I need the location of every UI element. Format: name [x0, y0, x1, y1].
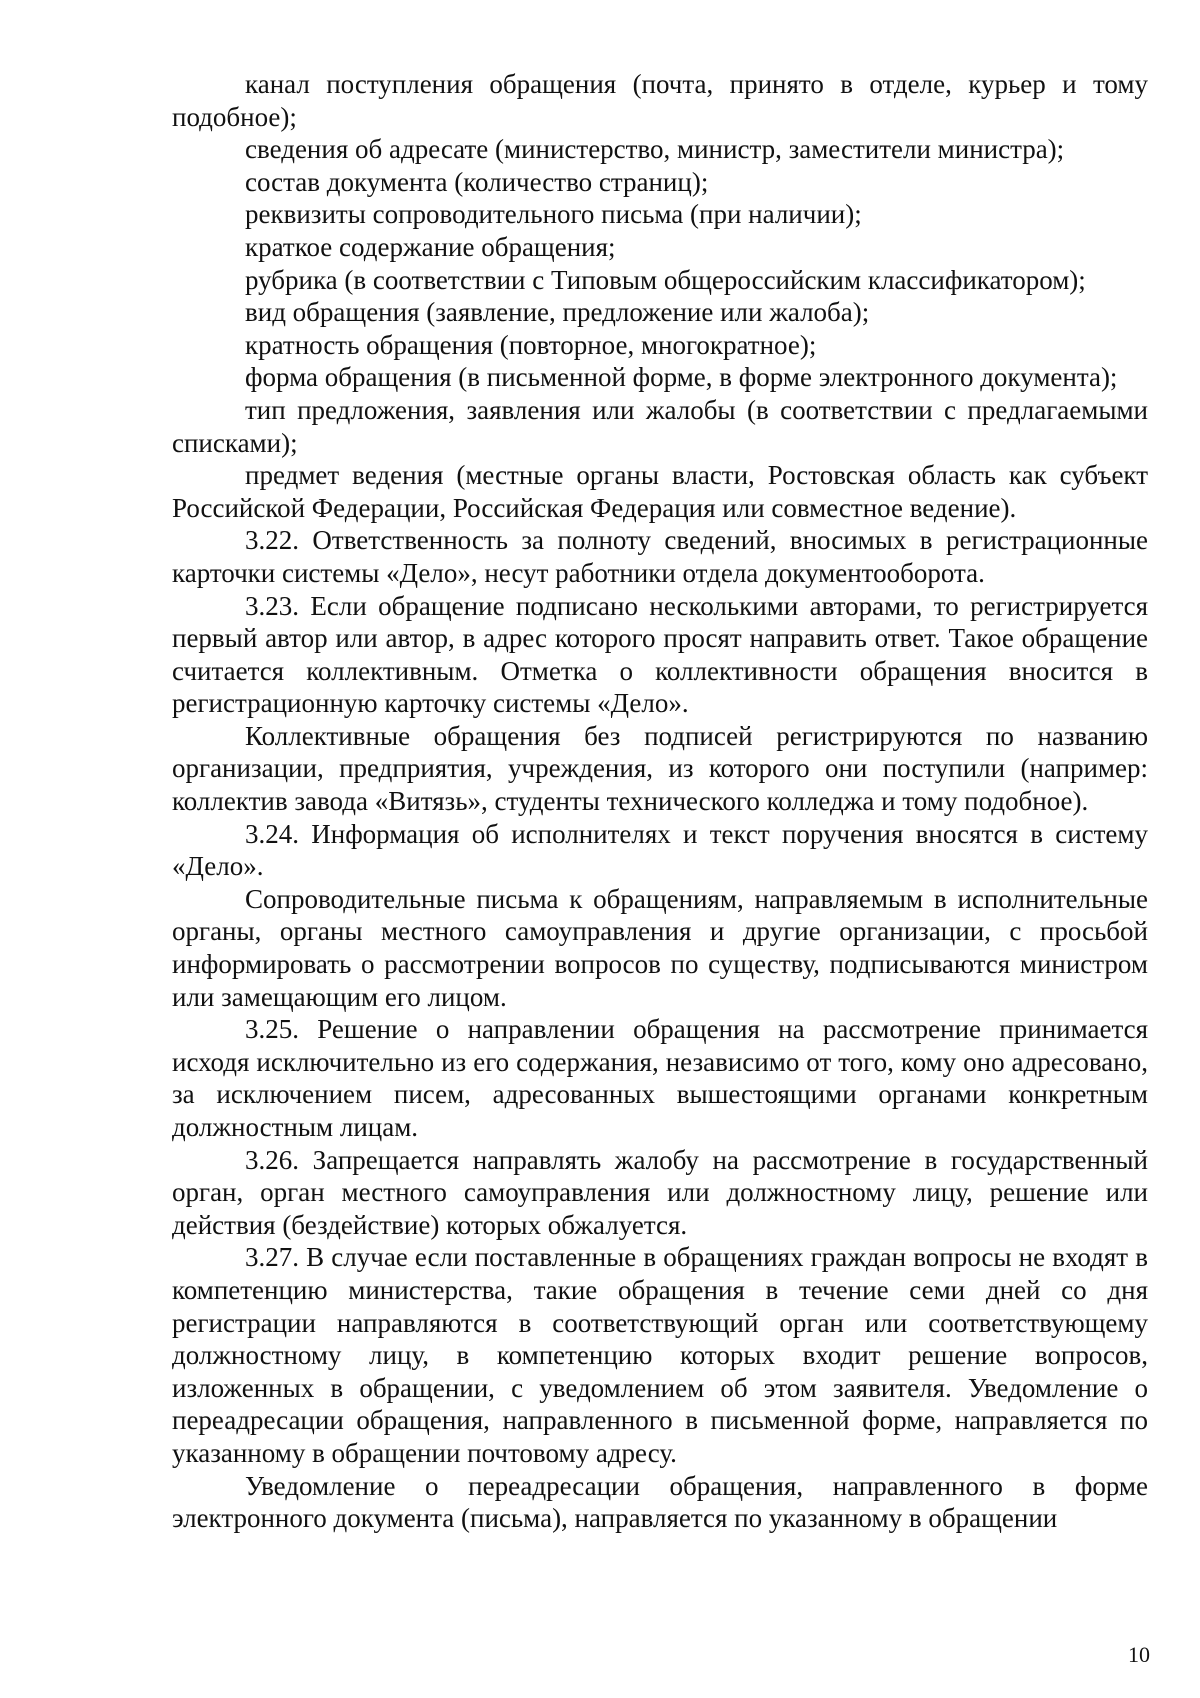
- paragraph-cover-letters: Сопроводительные письма к обращениям, направляемым в исполнительные органы, органы местного самоуправления и другие организации, с просьбой информировать о рассмотрении вопросов по существу, подписываются министром или замещающим его лицом.: [172, 883, 1148, 1012]
- paragraph-summary: краткое содержание обращения;: [245, 231, 616, 262]
- paragraph-channel: канал поступления обращения (почта, принято в отделе, курьер и тому подобное);: [172, 69, 1148, 132]
- paragraph-type: тип предложения, заявления или жалобы (в соответствии с предлагаемыми списками);: [172, 394, 1148, 458]
- paragraph-appeal-kind: вид обращения (заявление, предложение или жалоба);: [245, 297, 870, 328]
- paragraph-3-26: 3.26. Запрещается направлять жалобу на рассмотрение в государственный орган, орган местного самоуправления или должностному лицу, решение или действия (бездействие) которых обжалуется.: [172, 1144, 1148, 1240]
- paragraph-rubric: рубрика (в соответствии с Типовым общероссийским классификатором);: [245, 264, 1086, 295]
- paragraph-subject: предмет ведения (местные органы власти, Ростовская область как субъект Российской Федерации, Российская Федерация или совместное ведение).: [172, 460, 1148, 523]
- paragraph-3-23: 3.23. Если обращение подписано несколькими авторами, то регистрируется первый автор или автор, в адрес которого просят направить ответ. Такое обращение считается коллективным. Отметка о коллективности обращения вносится в регистрационную карточку системы «Дело».: [172, 590, 1148, 719]
- page-number: 10: [1128, 1642, 1150, 1667]
- paragraph-notification: Уведомление о переадресации обращения, направленного в форме электронного документа (письма), направляется по указанному в обращении: [172, 1470, 1148, 1534]
- paragraph-3-25: 3.25. Решение о направлении обращения на рассмотрение принимается исходя исключительно из его содержания, независимо от того, кому оно адресовано, за исключением писем, адресованных вышестоящими органами конкретным должностным лицам.: [172, 1014, 1148, 1142]
- paragraph-multiplicity: кратность обращения (повторное, многократное);: [245, 329, 817, 360]
- paragraph-composition: состав документа (количество страниц);: [245, 166, 709, 197]
- paragraph-form: форма обращения (в письменной форме, в форме электронного документа);: [245, 362, 1118, 393]
- paragraph-3-24: 3.24. Информация об исполнителях и текст поручения вносятся в систему «Дело».: [172, 818, 1148, 882]
- paragraph-3-27: 3.27. В случае если поставленные в обращениях граждан вопросы не входят в компетенцию министерства, такие обращения в течение семи дней со дня регистрации направляются в соответствующий орган или соответствующему должностному лицу, в компетенцию которых входит решение вопросов, изложенных в обращении, с уведомлением об этом заявителя. Уведомление о переадресации обращения, направленного в письменной форме, направляется по указанному в обращении почтовому адресу.: [172, 1242, 1148, 1468]
- paragraph-addressee: сведения об адресате (министерство, министр, заместители министра);: [245, 134, 1065, 165]
- paragraph-3-22: 3.22. Ответственность за полноту сведений, вносимых в регистрационные карточки системы «Дело», несут работники отдела документооборота.: [172, 525, 1148, 588]
- document-body: [172, 68, 1148, 1535]
- paragraph-collective: Коллективные обращения без подписей регистрируются по названию организации, предприятия, учреждения, из которого они поступили (например: коллектив завода «Витязь», студенты технического колледжа и тому подобное).: [172, 720, 1148, 817]
- paragraph-cover-letter: реквизиты сопроводительного письма (при наличии);: [245, 199, 862, 230]
